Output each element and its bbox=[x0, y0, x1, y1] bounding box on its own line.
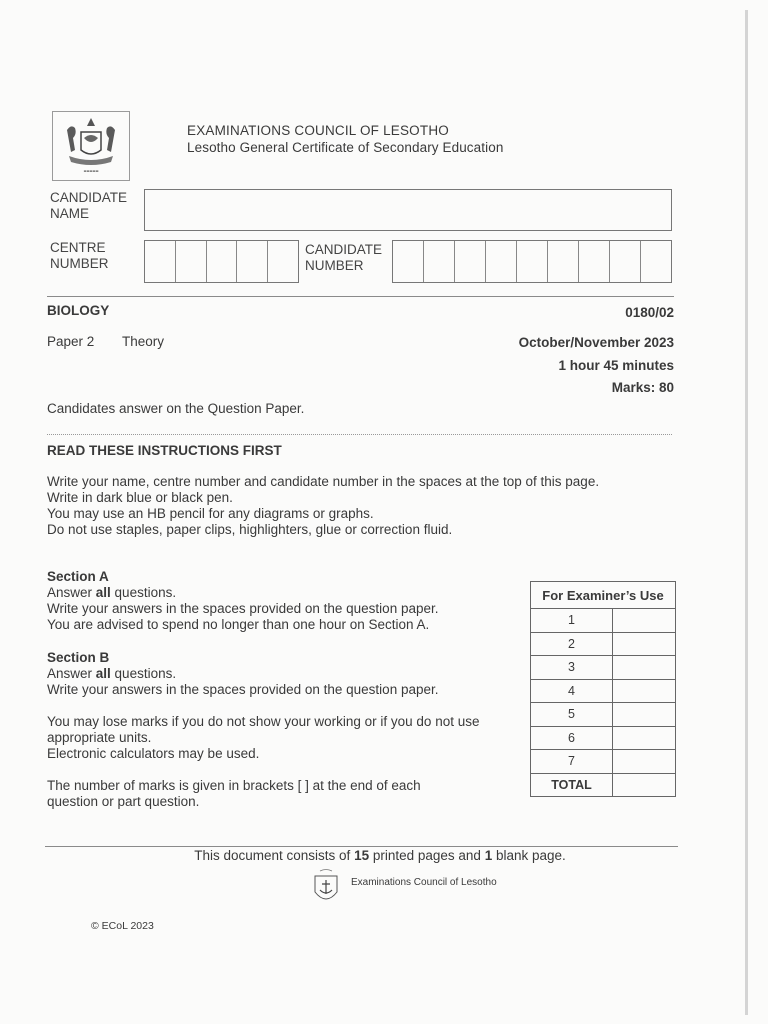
instructions-heading: READ THESE INSTRUCTIONS FIRST bbox=[47, 443, 282, 458]
section-b-title: Section B bbox=[47, 650, 110, 665]
centre-number-label-line2: NUMBER bbox=[50, 256, 109, 271]
section-a-answer-all: Answer all questions. bbox=[47, 585, 177, 600]
centre-number-field[interactable] bbox=[144, 240, 299, 283]
mark-cell bbox=[613, 632, 676, 656]
page-edge-shadow bbox=[745, 10, 748, 1015]
mark-cell bbox=[613, 656, 676, 680]
instruction-line: Do not use staples, paper clips, highlighters, glue or correction fluid. bbox=[47, 522, 453, 537]
total-label: TOTAL bbox=[531, 773, 613, 797]
footer-council-name: Examinations Council of Lesotho bbox=[351, 877, 497, 888]
exam-duration: 1 hour 45 minutes bbox=[558, 358, 674, 373]
question-number: 2 bbox=[531, 632, 613, 656]
mark-cell bbox=[613, 609, 676, 633]
question-number: 7 bbox=[531, 750, 613, 774]
mark-cell bbox=[613, 750, 676, 774]
divider bbox=[47, 296, 674, 297]
paper-code: 0180/02 bbox=[625, 305, 674, 320]
candidate-name-label bbox=[50, 190, 127, 222]
section-b-answer-all: Answer all questions. bbox=[47, 666, 177, 681]
examiner-use-table bbox=[530, 581, 676, 797]
general-instructions bbox=[47, 474, 599, 538]
instruction-line: Write your name, centre number and candidate number in the spaces at the top of this page. bbox=[47, 474, 600, 489]
question-number: 4 bbox=[531, 679, 613, 703]
certificate-title: Lesotho General Certificate of Secondary Education bbox=[187, 140, 504, 155]
exam-session: October/November 2023 bbox=[518, 335, 674, 350]
working-line: appropriate units. bbox=[47, 730, 152, 745]
section-a-title: Section A bbox=[47, 569, 109, 584]
instruction-line: You may use an HB pencil for any diagrams or graphs. bbox=[47, 506, 374, 521]
section-a-instructions bbox=[47, 569, 438, 633]
marks-line: The number of marks is given in brackets [ ] at the end of each bbox=[47, 778, 421, 793]
page-count-note: This document consists of 15 printed pages and 1 blank page. bbox=[194, 848, 566, 863]
section-a-line: Write your answers in the spaces provided on the question paper. bbox=[47, 601, 439, 616]
copyright: © ECoL 2023 bbox=[91, 920, 154, 932]
question-number: 6 bbox=[531, 726, 613, 750]
mark-cell bbox=[613, 679, 676, 703]
subject-title: BIOLOGY bbox=[47, 303, 110, 318]
paper-number: Paper 2 bbox=[47, 334, 95, 349]
question-number: 3 bbox=[531, 656, 613, 680]
candidate-name-field[interactable] bbox=[144, 189, 672, 231]
question-number: 5 bbox=[531, 703, 613, 727]
candidate-name-label-line2: NAME bbox=[50, 206, 90, 221]
question-number: 1 bbox=[531, 609, 613, 633]
candidate-number-label-line1: CANDIDATE bbox=[305, 242, 383, 257]
council-name: EXAMINATIONS COUNCIL OF LESOTHO bbox=[187, 123, 449, 138]
working-instructions bbox=[47, 714, 479, 762]
mark-cell bbox=[613, 703, 676, 727]
answer-location-note: Candidates answer on the Question Paper. bbox=[47, 401, 305, 416]
marks-line: question or part question. bbox=[47, 794, 200, 809]
centre-number-label-line1: CENTRE bbox=[50, 240, 106, 255]
centre-number-label bbox=[50, 240, 109, 272]
candidate-number-field[interactable] bbox=[392, 240, 672, 283]
working-line: You may lose marks if you do not show your working or if you do not use bbox=[47, 714, 480, 729]
mark-cell bbox=[613, 726, 676, 750]
examiner-table-heading: For Examiner’s Use bbox=[531, 582, 676, 609]
candidate-name-label-line1: CANDIDATE bbox=[50, 190, 128, 205]
total-marks: Marks: 80 bbox=[611, 380, 674, 395]
svg-text:▬▬▬▬▬: ▬▬▬▬▬ bbox=[83, 169, 99, 173]
marks-instructions bbox=[47, 778, 421, 810]
candidate-number-label-line2: NUMBER bbox=[305, 258, 364, 273]
paper-type: Theory bbox=[122, 334, 165, 349]
dotted-divider bbox=[47, 434, 672, 435]
calculator-note: Electronic calculators may be used. bbox=[47, 746, 260, 761]
footer-divider bbox=[45, 846, 678, 847]
candidate-number-label bbox=[305, 242, 382, 274]
ecol-crest-icon bbox=[312, 868, 340, 908]
instruction-line: Write in dark blue or black pen. bbox=[47, 490, 233, 505]
section-a-line: You are advised to spend no longer than one hour on Section A. bbox=[47, 617, 430, 632]
total-cell bbox=[613, 773, 676, 797]
section-b-instructions bbox=[47, 650, 438, 698]
lesotho-coat-of-arms-logo bbox=[52, 111, 130, 181]
section-b-line: Write your answers in the spaces provided on the question paper. bbox=[47, 682, 439, 697]
